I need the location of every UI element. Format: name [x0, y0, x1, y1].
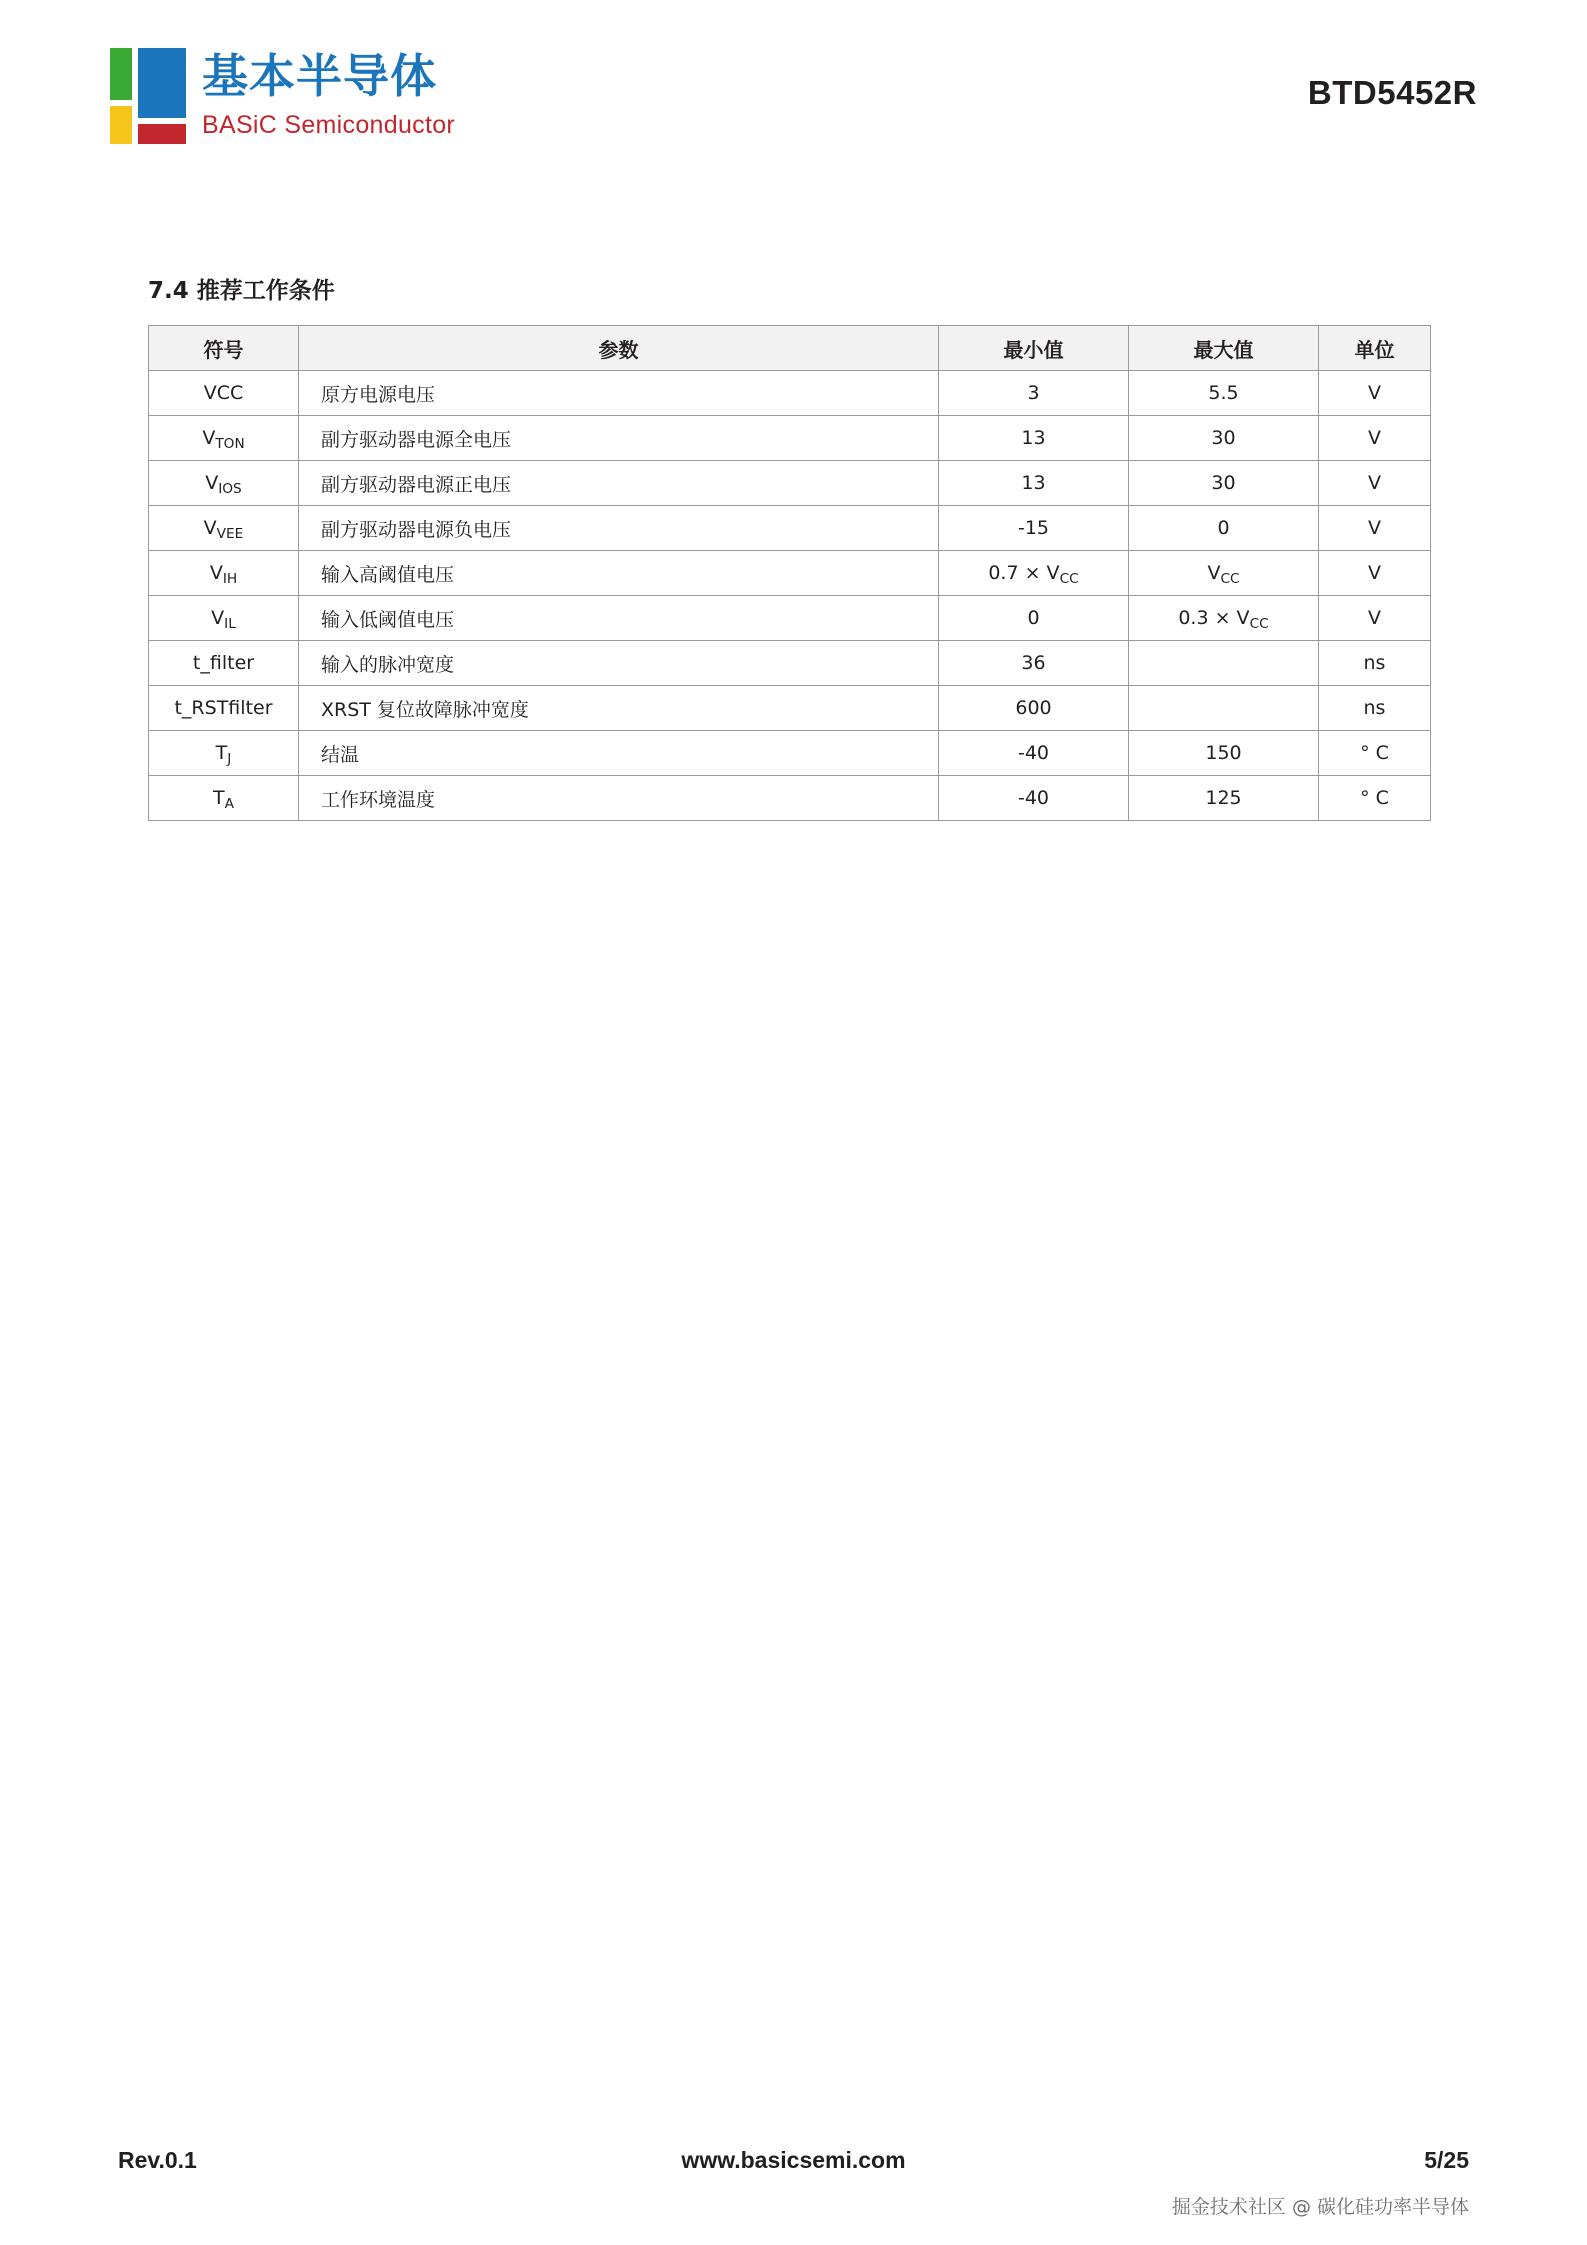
column-header-max: 最大值 [1129, 326, 1319, 371]
cell-parameter: 结温 [299, 731, 939, 776]
logo-green-bar [110, 48, 132, 100]
logo-text [202, 48, 455, 140]
cell-unit: ns [1319, 641, 1431, 686]
cell-symbol: VCC [149, 371, 299, 416]
cell-unit: ° C [1319, 776, 1431, 821]
company-name-cn: 基本半导体 [202, 49, 437, 103]
cell-min: -40 [939, 776, 1129, 821]
cell-symbol: t_filter [149, 641, 299, 686]
revision-label: Rev.0.1 [118, 2147, 197, 2173]
cell-symbol: $V_{IL}$ [149, 596, 299, 641]
cell-symbol: $T_J$ [149, 731, 299, 776]
logo-red-bar [138, 124, 186, 144]
cell-parameter: 副方驱动器电源全电压 [299, 416, 939, 461]
cell-min: 0 [939, 596, 1129, 641]
cell-min: 13 [939, 461, 1129, 506]
cell-symbol: t_RSTfilter [149, 686, 299, 731]
table-row [149, 461, 1431, 506]
column-header-min: 最小值 [939, 326, 1129, 371]
cell-max: 150 [1129, 731, 1319, 776]
watermark-text: 掘金技术社区 @ 碳化硅功率半导体 [1171, 2196, 1469, 2218]
cell-unit: V [1319, 416, 1431, 461]
cell-max: 0 [1129, 506, 1319, 551]
page-number: 5/25 [1424, 2147, 1469, 2173]
column-header-symbol: 符号 [149, 326, 299, 371]
cell-unit: V [1319, 506, 1431, 551]
table-row [149, 686, 1431, 731]
cell-unit: V [1319, 371, 1431, 416]
cell-min: 3 [939, 371, 1129, 416]
section-heading: 7.4 推荐工作条件 [148, 278, 335, 304]
cell-parameter: XRST 复位故障脉冲宽度 [299, 686, 939, 731]
column-header-parameter: 参数 [299, 326, 939, 371]
part-number: BTD5452R [1307, 74, 1477, 111]
cell-max: $0.3 \times V_{CC}$ [1129, 596, 1319, 641]
table-body [149, 371, 1431, 821]
cell-parameter: 工作环境温度 [299, 776, 939, 821]
table-row [149, 776, 1431, 821]
cell-min: 600 [939, 686, 1129, 731]
recommended-operating-conditions-table [148, 325, 1430, 821]
logo-blue-bar [138, 48, 186, 118]
table-header-row [149, 326, 1431, 371]
table-row [149, 731, 1431, 776]
logo-mark-icon [110, 48, 188, 144]
cell-max [1129, 641, 1319, 686]
cell-min: -15 [939, 506, 1129, 551]
cell-max: 125 [1129, 776, 1319, 821]
cell-min: -40 [939, 731, 1129, 776]
cell-symbol: $V_{IOS}$ [149, 461, 299, 506]
cell-unit: V [1319, 551, 1431, 596]
cell-unit: V [1319, 596, 1431, 641]
cell-parameter: 副方驱动器电源负电压 [299, 506, 939, 551]
table-row [149, 641, 1431, 686]
page-footer [110, 2147, 1477, 2187]
table-row [149, 371, 1431, 416]
table-row [149, 596, 1431, 641]
company-logo [110, 48, 455, 144]
column-header-unit: 单位 [1319, 326, 1431, 371]
cell-min: $0.7 \times V_{CC}$ [939, 551, 1129, 596]
cell-symbol: $V_{TON}$ [149, 416, 299, 461]
cell-unit: V [1319, 461, 1431, 506]
cell-max [1129, 686, 1319, 731]
cell-unit: ns [1319, 686, 1431, 731]
cell-parameter: 原方电源电压 [299, 371, 939, 416]
cell-symbol: $V_{IH}$ [149, 551, 299, 596]
cell-max: 5.5 [1129, 371, 1319, 416]
page-header [110, 48, 1477, 178]
website-link[interactable]: www.basicsemi.com [681, 2147, 906, 2173]
cell-min: 13 [939, 416, 1129, 461]
cell-parameter: 输入低阈值电压 [299, 596, 939, 641]
cell-symbol: $T_A$ [149, 776, 299, 821]
table-row [149, 506, 1431, 551]
cell-min: 36 [939, 641, 1129, 686]
cell-parameter: 输入的脉冲宽度 [299, 641, 939, 686]
company-name-en: BASiC Semiconductor [202, 110, 456, 139]
cell-parameter: 输入高阈值电压 [299, 551, 939, 596]
cell-max: 30 [1129, 461, 1319, 506]
cell-max: 30 [1129, 416, 1319, 461]
table-row [149, 416, 1431, 461]
table-row [149, 551, 1431, 596]
cell-max: $V_{CC}$ [1129, 551, 1319, 596]
cell-symbol: $V_{VEE}$ [149, 506, 299, 551]
cell-unit: ° C [1319, 731, 1431, 776]
logo-yellow-bar [110, 106, 132, 144]
cell-parameter: 副方驱动器电源正电压 [299, 461, 939, 506]
